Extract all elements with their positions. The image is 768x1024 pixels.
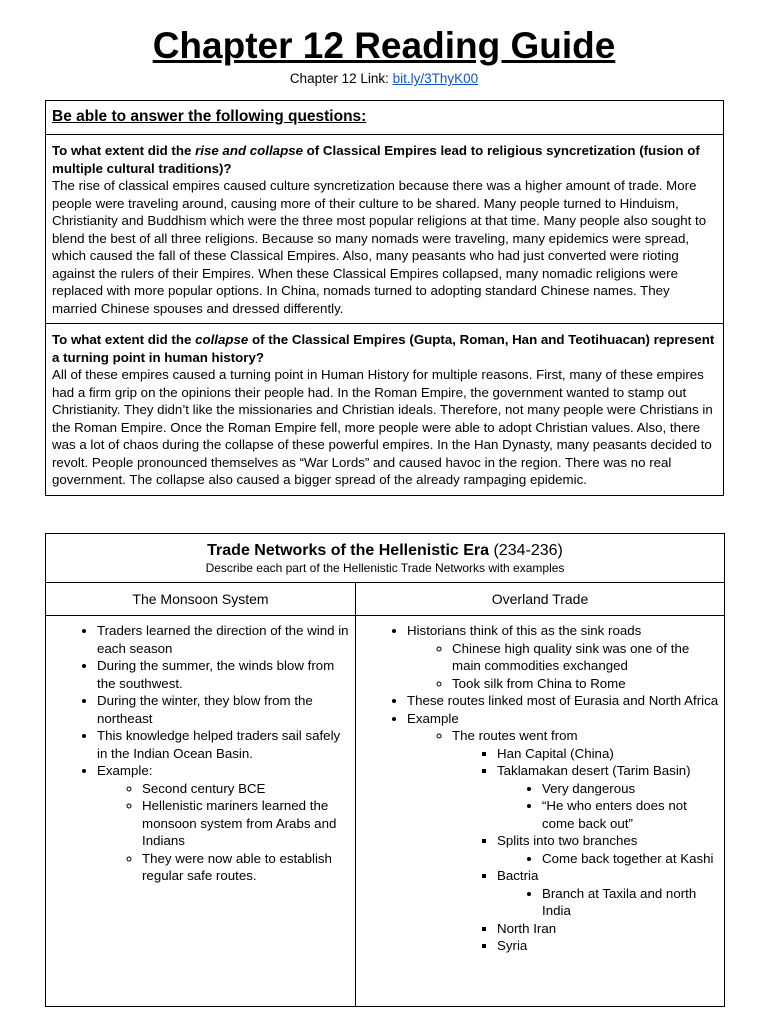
route-list — [452, 745, 720, 955]
list-item: • Very dangerous — [542, 780, 720, 798]
list-item-text: Bactria — [497, 868, 539, 883]
list-item: ▪ Han Capital (China) — [497, 745, 720, 763]
list-item: • Come back together at Kashi — [542, 850, 720, 868]
list-item: ▪ Syria — [497, 937, 720, 955]
question-1-cell — [46, 135, 724, 324]
monsoon-cell — [46, 616, 356, 1007]
question-2-cell — [46, 324, 724, 496]
list-item: • Branch at Taxila and north India — [542, 885, 720, 920]
answer-2: All of these empires caused a turning point in Human History for multiple reasons. First, many of these empires had a firm grip on the opinions their people had. In the Roman Empire, the government wanted to stamp out Christianity. They didn’t like the missionaries and Christian ideals. Therefore, not many people were Christians in the Roman Empire. Once the Roman Empire fell, more people were able to adopt Christian values. Also, there was a lot of chaos during the collapse of these powerful empires. In the Han Dynasty, many peasants decided to revolt. People pronounced themselves as “War Lords” and caused havoc in the region. There was no real government. The collapse also caused a bigger spread of the already rampaging epidemic. — [52, 367, 713, 487]
question-2-text-b: of the Classical Empires (Gupta, Roman, Han and Teotihuacan) represent a turning point in human history? — [52, 332, 715, 365]
question-2-text-a: To what extent did the — [52, 332, 196, 347]
overland-list — [356, 622, 720, 955]
sub-list — [407, 640, 720, 693]
question-2 — [52, 331, 717, 366]
list-item — [497, 832, 720, 867]
list-item: ◦ They were now able to establish regular safe routes. — [142, 850, 351, 885]
list-item: ◦ Hellenistic mariners learned the monsoon system from Arabs and Indians — [142, 797, 351, 850]
trade-subtitle: Describe each part of the Hellenistic Trade Networks with examples — [205, 561, 565, 575]
overland-cell — [356, 616, 725, 1007]
questions-header-cell — [46, 101, 724, 135]
trade-header-cell — [46, 534, 725, 583]
list-item: • This knowledge helped traders sail safely in the Indian Ocean Basin. — [97, 727, 351, 762]
list-item-text: Example — [407, 710, 459, 726]
list-item: ▪ North Iran — [497, 920, 720, 938]
list-item-text: Taklamakan desert (Tarim Basin) — [497, 763, 691, 778]
list-item — [452, 727, 720, 955]
list-item — [407, 710, 720, 955]
list-item: • Traders learned the direction of the wind in each season — [97, 622, 351, 657]
list-item: ◦ Second century BCE — [142, 780, 351, 798]
list-item: • “He who enters does not come back out” — [542, 797, 720, 832]
sub-list — [407, 727, 720, 955]
list-item: • During the winter, they blow from the northeast — [97, 692, 351, 727]
chapter-link[interactable]: bit.ly/3ThyK00 — [392, 71, 479, 86]
question-1 — [52, 142, 717, 177]
col-header-overland: Overland Trade — [356, 583, 725, 616]
trade-title-text: Trade Networks of the Hellenistic Era — [207, 542, 490, 559]
list-item-text: Splits into two branches — [497, 833, 638, 848]
page-title: Chapter 12 Reading Guide — [152, 25, 616, 66]
list-item: ◦ Took silk from China to Rome — [452, 675, 720, 693]
question-1-text-a: To what extent did the — [52, 143, 196, 158]
monsoon-list — [46, 622, 351, 885]
list-item: • These routes linked most of Eurasia and North Africa — [407, 692, 720, 710]
list-item-text: Historians think of this as the sink roads — [407, 623, 642, 638]
questions-header: Be able to answer the following questions: — [52, 108, 367, 125]
list-item-text: Example: — [97, 763, 153, 778]
trade-networks-table — [45, 533, 725, 1007]
list-item: • During the summer, the winds blow from the southwest. — [97, 657, 351, 692]
trade-pages: (234-236) — [489, 542, 563, 559]
sub-list — [97, 780, 351, 885]
trade-title — [50, 541, 720, 561]
list-item — [497, 867, 720, 920]
question-1-text-b: of Classical Empires lead to religious syncretization (fusion of multiple cultural traditions)? — [52, 143, 700, 176]
sub-list — [497, 780, 720, 833]
question-2-emphasis: collapse — [195, 332, 249, 347]
answer-1: The rise of classical empires caused culture syncretization because there was a higher amount of trade. More people were traveling around, causing more of their culture to be shared. Many people turned to Hinduism, Christianity and Buddhism which were the three most popular religions at that time. Many people also sought to blend the best of all three religions. Because so many nomads were traveling, many epidemics were spread, which caused the fall of these Classical Empires. Also, many peasants who had just converted were rioting against the rulers of their Empires. When these Classical Empires collapsed, many nomadic religions were replaced with more popular options. In China, nomads turned to adopting standard Chinese names. They married Chinese spouses and dressed differently. — [52, 178, 707, 316]
col-header-monsoon: The Monsoon System — [46, 583, 356, 616]
sub-list — [497, 885, 720, 920]
chapter-link-line — [0, 70, 768, 87]
list-item — [407, 622, 720, 692]
list-item: ◦ Chinese high quality sink was one of the main commodities exchanged — [452, 640, 720, 675]
link-prefix: Chapter 12 Link: — [289, 71, 393, 86]
sub-list — [497, 850, 720, 868]
list-item-text: The routes went from — [452, 728, 578, 743]
list-item — [97, 762, 351, 885]
question-1-emphasis: rise and collapse — [195, 143, 303, 158]
list-item — [497, 762, 720, 832]
questions-table — [45, 100, 724, 496]
